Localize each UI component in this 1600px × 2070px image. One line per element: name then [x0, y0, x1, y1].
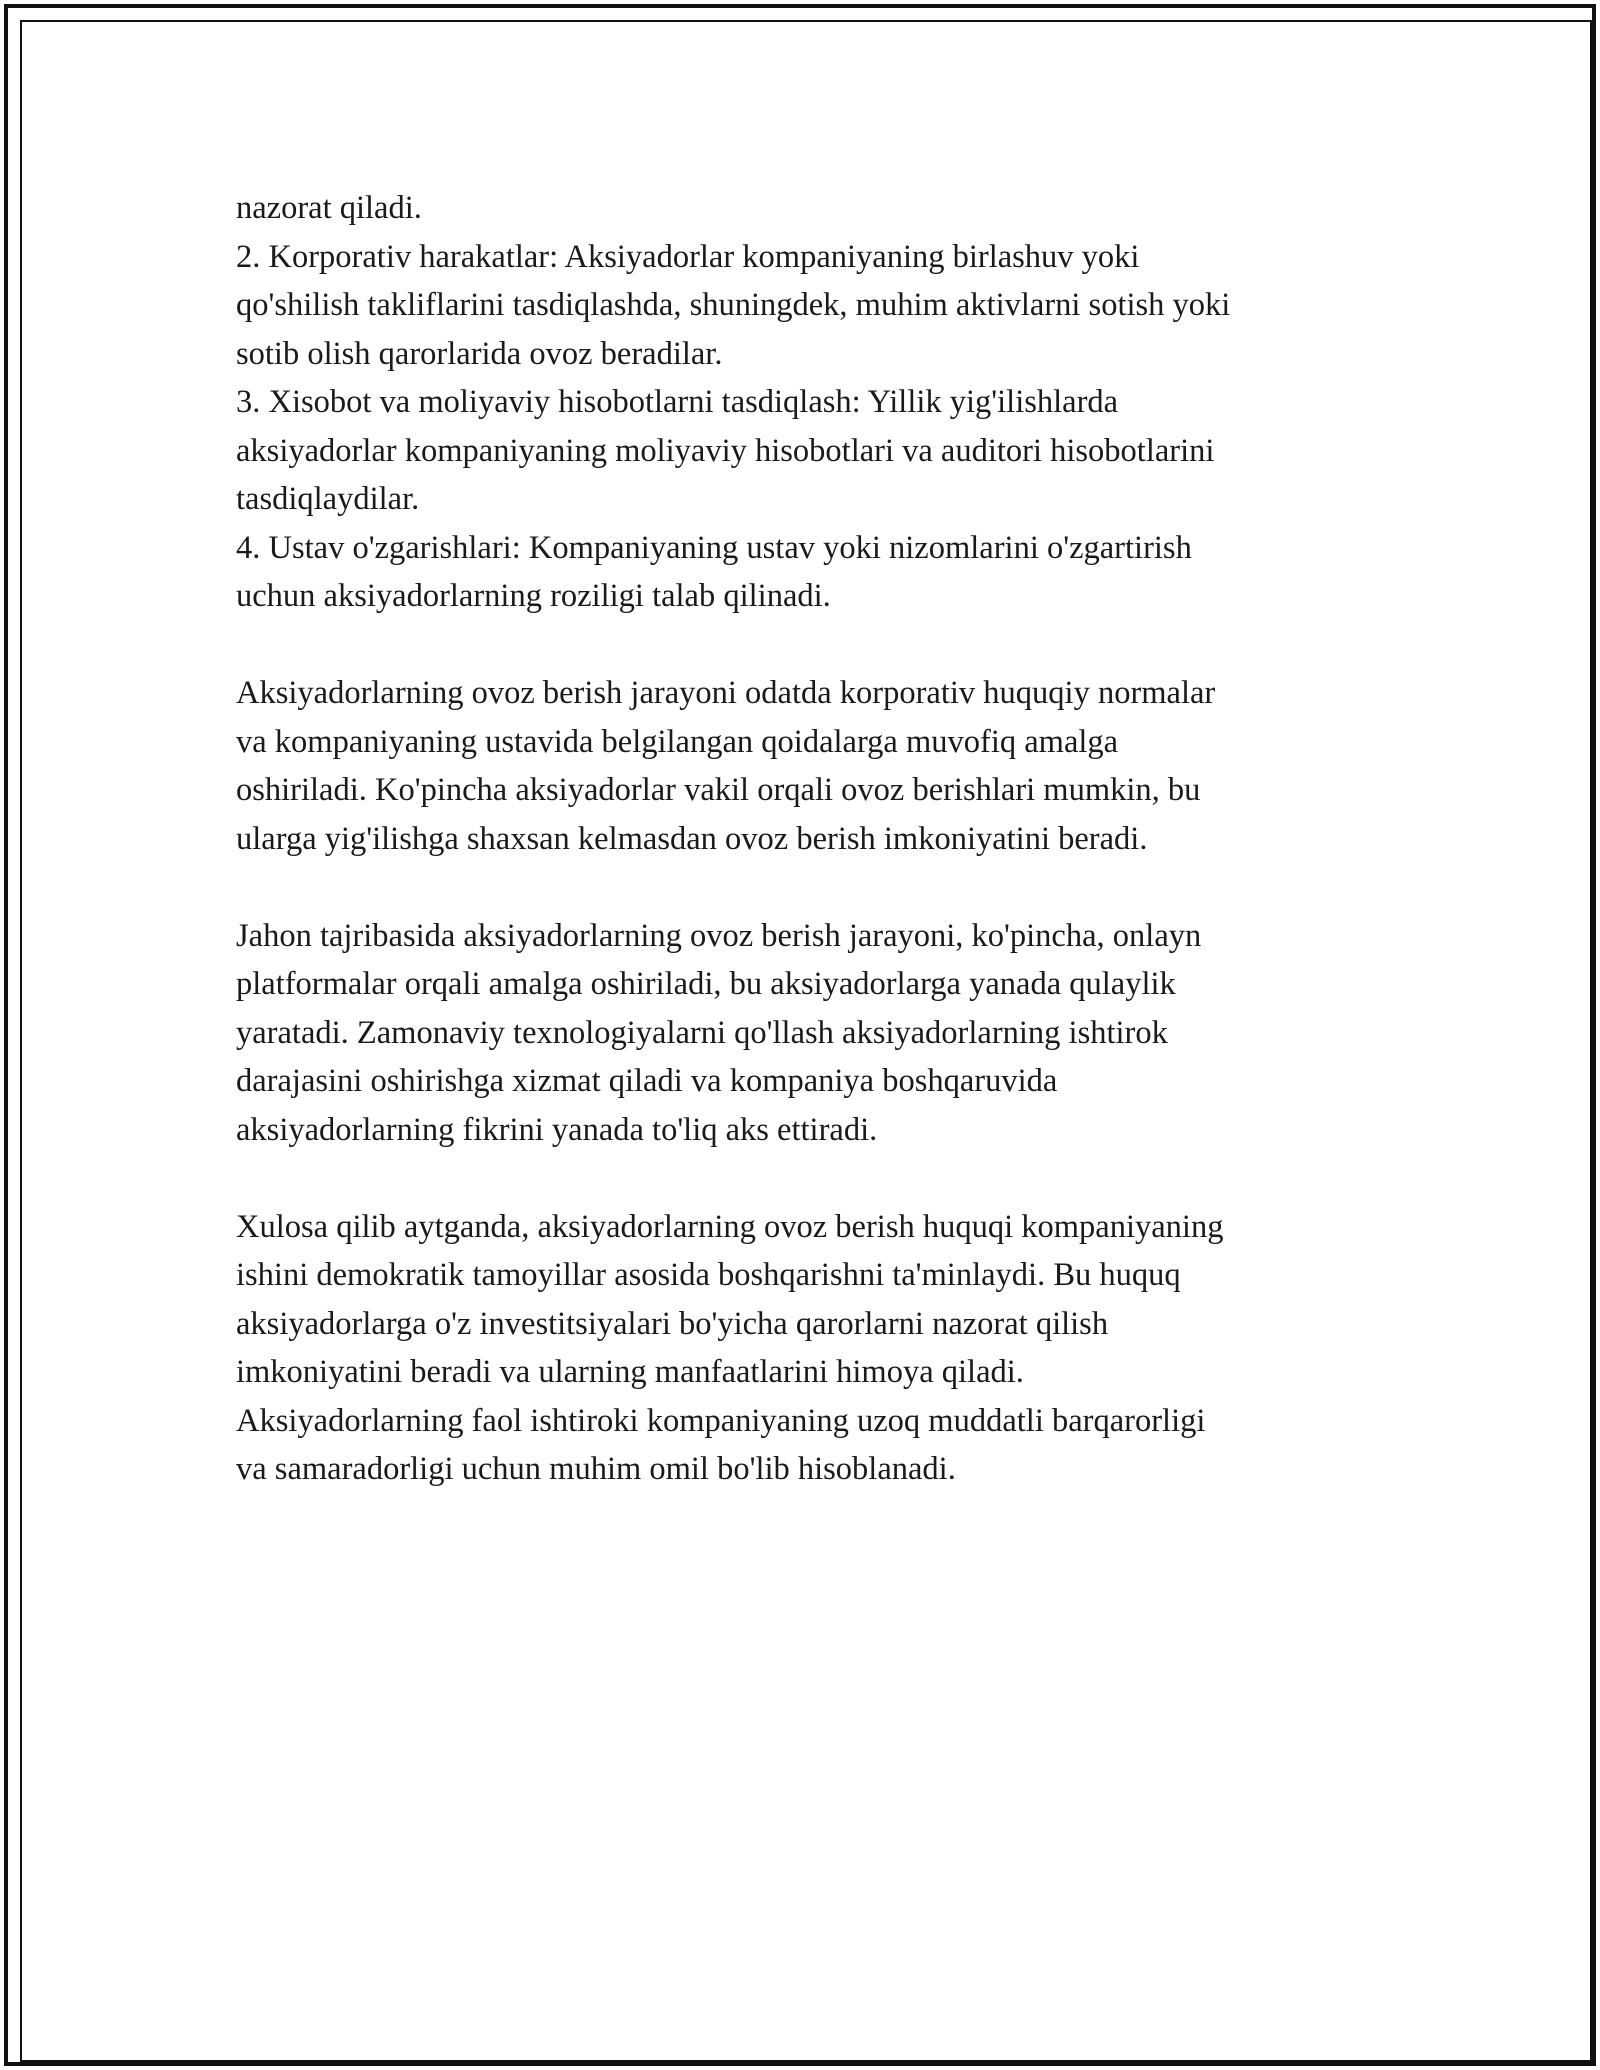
paragraph-gap [236, 621, 1386, 670]
paragraph-world-practice [236, 912, 1386, 1155]
text-line: yaratadi. Zamonaviy texnologiyalarni qo'llash aksiyadorlarning ishtirok [236, 1014, 1168, 1051]
text-line: va kompaniyaning ustavida belgilangan qoidalarga muvofiq amalga [236, 723, 1119, 760]
text-line: darajasini oshirishga xizmat qiladi va kompaniya boshqaruvida [236, 1063, 1058, 1099]
text-line: uchun aksiyadorlarning roziligi talab qilinadi. [236, 578, 831, 614]
text-line: va samaradorligi uchun muhim omil bo'lib hisoblanadi. [236, 1451, 956, 1487]
paragraph-voting-process [236, 669, 1386, 863]
text-line: ishini demokratik tamoyillar asosida boshqarishni ta'minlaydi. Bu huquq [236, 1257, 1181, 1293]
text-line: Aksiyadorlarning ovoz berish jarayoni odatda korporativ huquqiy normalar [236, 675, 1216, 711]
paragraph-gap [236, 1154, 1386, 1203]
text-line: imkoniyatini beradi va ularning manfaatlarini himoya qiladi. [236, 1354, 1024, 1390]
page-body [236, 184, 1386, 1494]
text-line: qo'shilish takliflarini tasdiqlashda, shuningdek, muhim aktivlarni sotish yoki [236, 287, 1231, 323]
text-line: ularga yig'ilishga shaxsan kelmasdan ovoz berish imkoniyatini beradi. [236, 820, 1148, 857]
text-line: platformalar orqali amalga oshiriladi, bu aksiyadorlarga yanada qulaylik [236, 966, 1176, 1002]
paragraph-gap [236, 863, 1386, 912]
text-line: tasdiqlaydilar. [236, 481, 420, 517]
text-line: nazorat qiladi. [236, 190, 422, 226]
list-continuation [236, 184, 1386, 621]
text-line: aksiyadorlarning fikrini yanada to'liq aks ettiradi. [236, 1111, 878, 1148]
text-line: oshiriladi. Ko'pincha aksiyadorlar vakil orqali ovoz berishlari mumkin, bu [236, 772, 1201, 808]
text-line: aksiyadorlarga o'z investitsiyalari bo'yicha qarorlarni nazorat qilish [236, 1305, 1109, 1342]
text-line: aksiyadorlar kompaniyaning moliyaviy hisobotlari va auditori hisobotlarini [236, 432, 1215, 469]
paragraph-conclusion [236, 1203, 1386, 1494]
text-line: Xulosa qilib aytganda, aksiyadorlarning ovoz berish huquqi kompaniyaning [236, 1208, 1224, 1245]
text-line: 4. Ustav o'zgarishlari: Kompaniyaning ustav yoki nizomlarini o'zgartirish [236, 529, 1192, 566]
text-line: 3. Xisobot va moliyaviy hisobotlarni tasdiqlash: Yillik yig'ilishlarda [236, 384, 1119, 420]
text-line: 2. Korporativ harakatlar: Aksiyadorlar kompaniyaning birlashuv yoki [236, 238, 1140, 275]
text-line: Jahon tajribasida aksiyadorlarning ovoz berish jarayoni, ko'pincha, onlayn [236, 917, 1202, 954]
text-line: sotib olish qarorlarida ovoz beradilar. [236, 335, 723, 372]
text-line: Aksiyadorlarning faol ishtiroki kompaniyaning uzoq muddatli barqarorligi [236, 1402, 1206, 1439]
